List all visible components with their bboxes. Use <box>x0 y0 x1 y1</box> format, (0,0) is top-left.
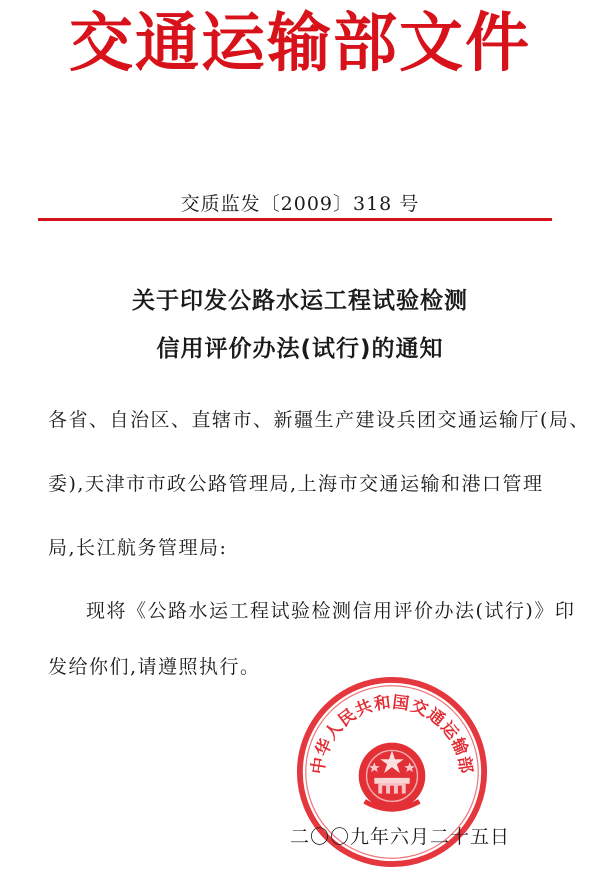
body-line-2: 委),天津市市政公路管理局,上海市交通运输和港口管理 <box>48 473 544 495</box>
body-line-1: 各省、自治区、直辖市、新疆生产建设兵团交通运输厅(局、 <box>48 409 590 431</box>
document-header-title: 交通运输部文件 <box>69 7 531 81</box>
document-title-line-2: 信用评价办法(试行)的通知 <box>156 336 444 362</box>
body-line-4: 现将《公路水运工程试验检测信用评价办法(试行)》印 <box>86 600 576 622</box>
body-line-5: 发给你们,请遵照执行。 <box>48 656 261 678</box>
body-line-3: 局,长江航务管理局: <box>48 537 228 559</box>
national-emblem-icon <box>359 743 426 810</box>
document-date: 二〇〇九年六月二十五日 <box>290 826 511 848</box>
document-number: 交质监发〔2009〕318 号 <box>180 193 420 215</box>
seal-text: 中华人民共和国交通运输部 <box>308 692 476 776</box>
red-divider-line <box>38 218 552 221</box>
document-title-line-1: 关于印发公路水运工程试验检测 <box>132 288 468 314</box>
